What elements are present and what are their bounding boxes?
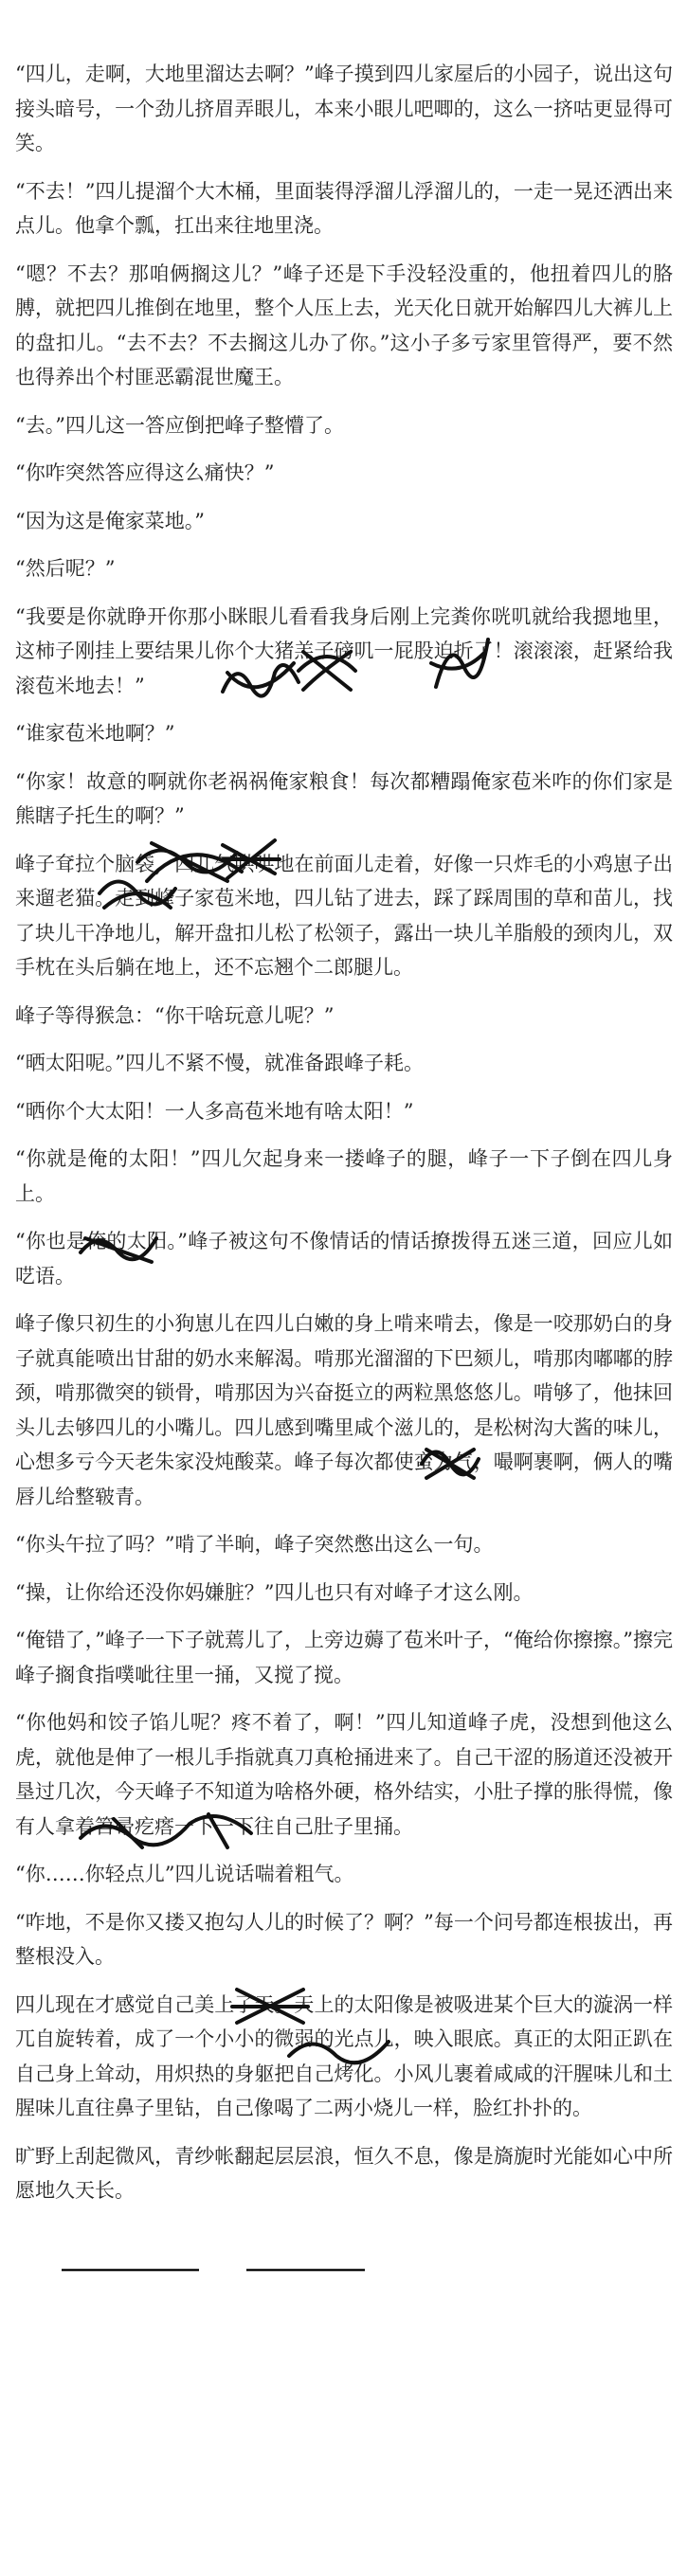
- paragraph-13: “晒太阳呢。”四儿不紧不慢，就准备跟峰子耗。: [15, 1052, 424, 1074]
- paragraph-10: “你家！故意的啊就你老祸祸俺家粮食！每次都糟蹋俺家苞米咋的你们家是熊瞎子托生的啊？”: [15, 769, 673, 827]
- paragraph-22: “你……你轻点儿”四儿说话喘着粗气。: [15, 1863, 354, 1885]
- paragraph-4: “去。”四儿这一答应倒把峰子整懵了。: [15, 413, 344, 437]
- paragraph-21: “你他妈和饺子馅儿呢？疼不着了，啊！”四儿知道峰子虎，没想到他这么虎，就他是伸了一根儿手指就真刀真枪捅进来了。自己干涩的肠道还没被开垦过几次，今天峰子不知道为啥格外硬，格外结实，小肚子撑的胀得慌，像有人拿着笤帚疙瘩一下一下往自己肚子里捅。: [15, 1711, 673, 1838]
- paragraph-1: “四儿，走啊，大地里溜达去啊？”峰子摸到四儿家屋后的小园子，说出这句接头暗号，一个劲儿挤眉弄眼儿，本来小眼儿吧唧的，这么一挤咕更显得可笑。: [15, 63, 673, 154]
- paragraph-15: “你就是俺的太阳！”四儿欠起身来一搂峰子的腿，峰子一下子倒在四儿身上。: [15, 1147, 673, 1205]
- paragraph-25: 旷野上刮起微风，青纱帐翻起层层浪，恒久不息，像是旖旎时光能如心中所愿地久天长。: [15, 2144, 673, 2202]
- paragraph-3: “嗯？不去？那咱俩搁这儿？”峰子还是下手没轻没重的，他扭着四儿的胳膊，就把四儿推倒在地里，整个人压上去，光天化日就开始解四儿大裤儿上的盘扣儿。“去不去？不去搁这儿办了你。”这小子多亏家里管得严，要不然也得养出个村匪恶霸混世魔王。: [15, 261, 673, 388]
- paragraph-17: 峰子像只初生的小狗崽儿在四儿白嫩的身上啃来啃去，像是一咬那奶白的身子就真能喷出甘甜的奶水来解渴。啃那光溜溜的下巴颏儿，啃那肉嘟嘟的脖颈，啃那微突的锁骨，啃那因为兴奋挺立的两粒黑悠悠儿。啃够了，他抹回头儿去够四儿的小嘴儿。四儿感到嘴里咸个滋儿的，是松树沟大酱的味儿，心想多亏今天老朱家没炖酸菜。峰子每次都使蛮力气，嘬啊裹啊，俩人的嘴唇儿给整皲青。: [15, 1312, 673, 1508]
- paragraph-9: “谁家苞米地啊？”: [15, 722, 175, 745]
- paragraph-16: “你也是俺的太阳。”峰子被这句不像情话的情话撩拨得五迷三道，回应儿如呓语。: [15, 1230, 673, 1288]
- paragraph-20: “俺错了，”峰子一下子就蔫儿了，上旁边薅了苞米叶子，“俺给你擦擦。”擦完峰子搁食指噗呲往里一捅，又搅了搅。: [15, 1629, 673, 1686]
- paragraph-18: “你头午拉了吗？”啃了半晌，峰子突然憋出这么一句。: [15, 1533, 494, 1556]
- paragraph-7: “然后呢？”: [15, 557, 116, 580]
- paragraph-19: “操，让你给还没你妈嫌脏？”四儿也只有对峰子才这么刚。: [15, 1580, 534, 1604]
- paragraph-8: “我要是你就睁开你那小眯眼儿看看我身后刚上完粪你咣叽就给我摁地里，这柿子刚挂上要结果儿你个大猪羔子磅叽一屁股迫折了！滚滚滚，赶紧给我滚苞米地去！”: [15, 604, 673, 697]
- paragraph-2: “不去！”四儿提溜个大木桶，里面装得浮溜儿浮溜儿的，一走一晃还洒出来点儿。他拿个瓢，扛出来往地里浇。: [15, 179, 673, 237]
- paragraph-14: “晒你个大太阳！一人多高苞米地有啥太阳！”: [15, 1099, 414, 1123]
- paragraph-5: “你咋突然答应得这么痛快？”: [15, 461, 275, 484]
- paragraph-23: “咋地，不是你又搂又抱勾人儿的时候了？啊？”每一个问号都连根拔出，再整根没入。: [15, 1910, 673, 1968]
- paragraph-11: 峰子耷拉个脑袋，四儿气哄哄地在前面儿走着，好像一只炸毛的小鸡崽子出来遛老猫。走到峰子家苞米地，四儿钻了进去，踩了踩周围的草和苗儿，找了块儿干净地儿，解开盘扣儿松了松领子，露出一块儿羊脂般的颈肉儿，双手枕在头后躺在地上，还不忘翘个二郎腿儿。: [15, 852, 673, 979]
- paragraph-12: 峰子等得猴急：“你干啥玩意儿呢？”: [15, 1003, 335, 1027]
- paragraph-6: “因为这是俺家菜地。”: [15, 509, 205, 532]
- paragraph-24: 四儿现在才感觉自己美上了天。天上的太阳像是被吸进某个巨大的漩涡一样兀自旋转着，成了一个小小的微弱的光点儿，映入眼底。真正的太阳正趴在自己身上耸动，用炽热的身躯把自己烤化。小风儿裹着咸咸的汗腥味儿和土腥味儿直往鼻子里钻，自己像喝了二两小烧儿一样，脸红扑扑的。: [15, 1992, 673, 2119]
